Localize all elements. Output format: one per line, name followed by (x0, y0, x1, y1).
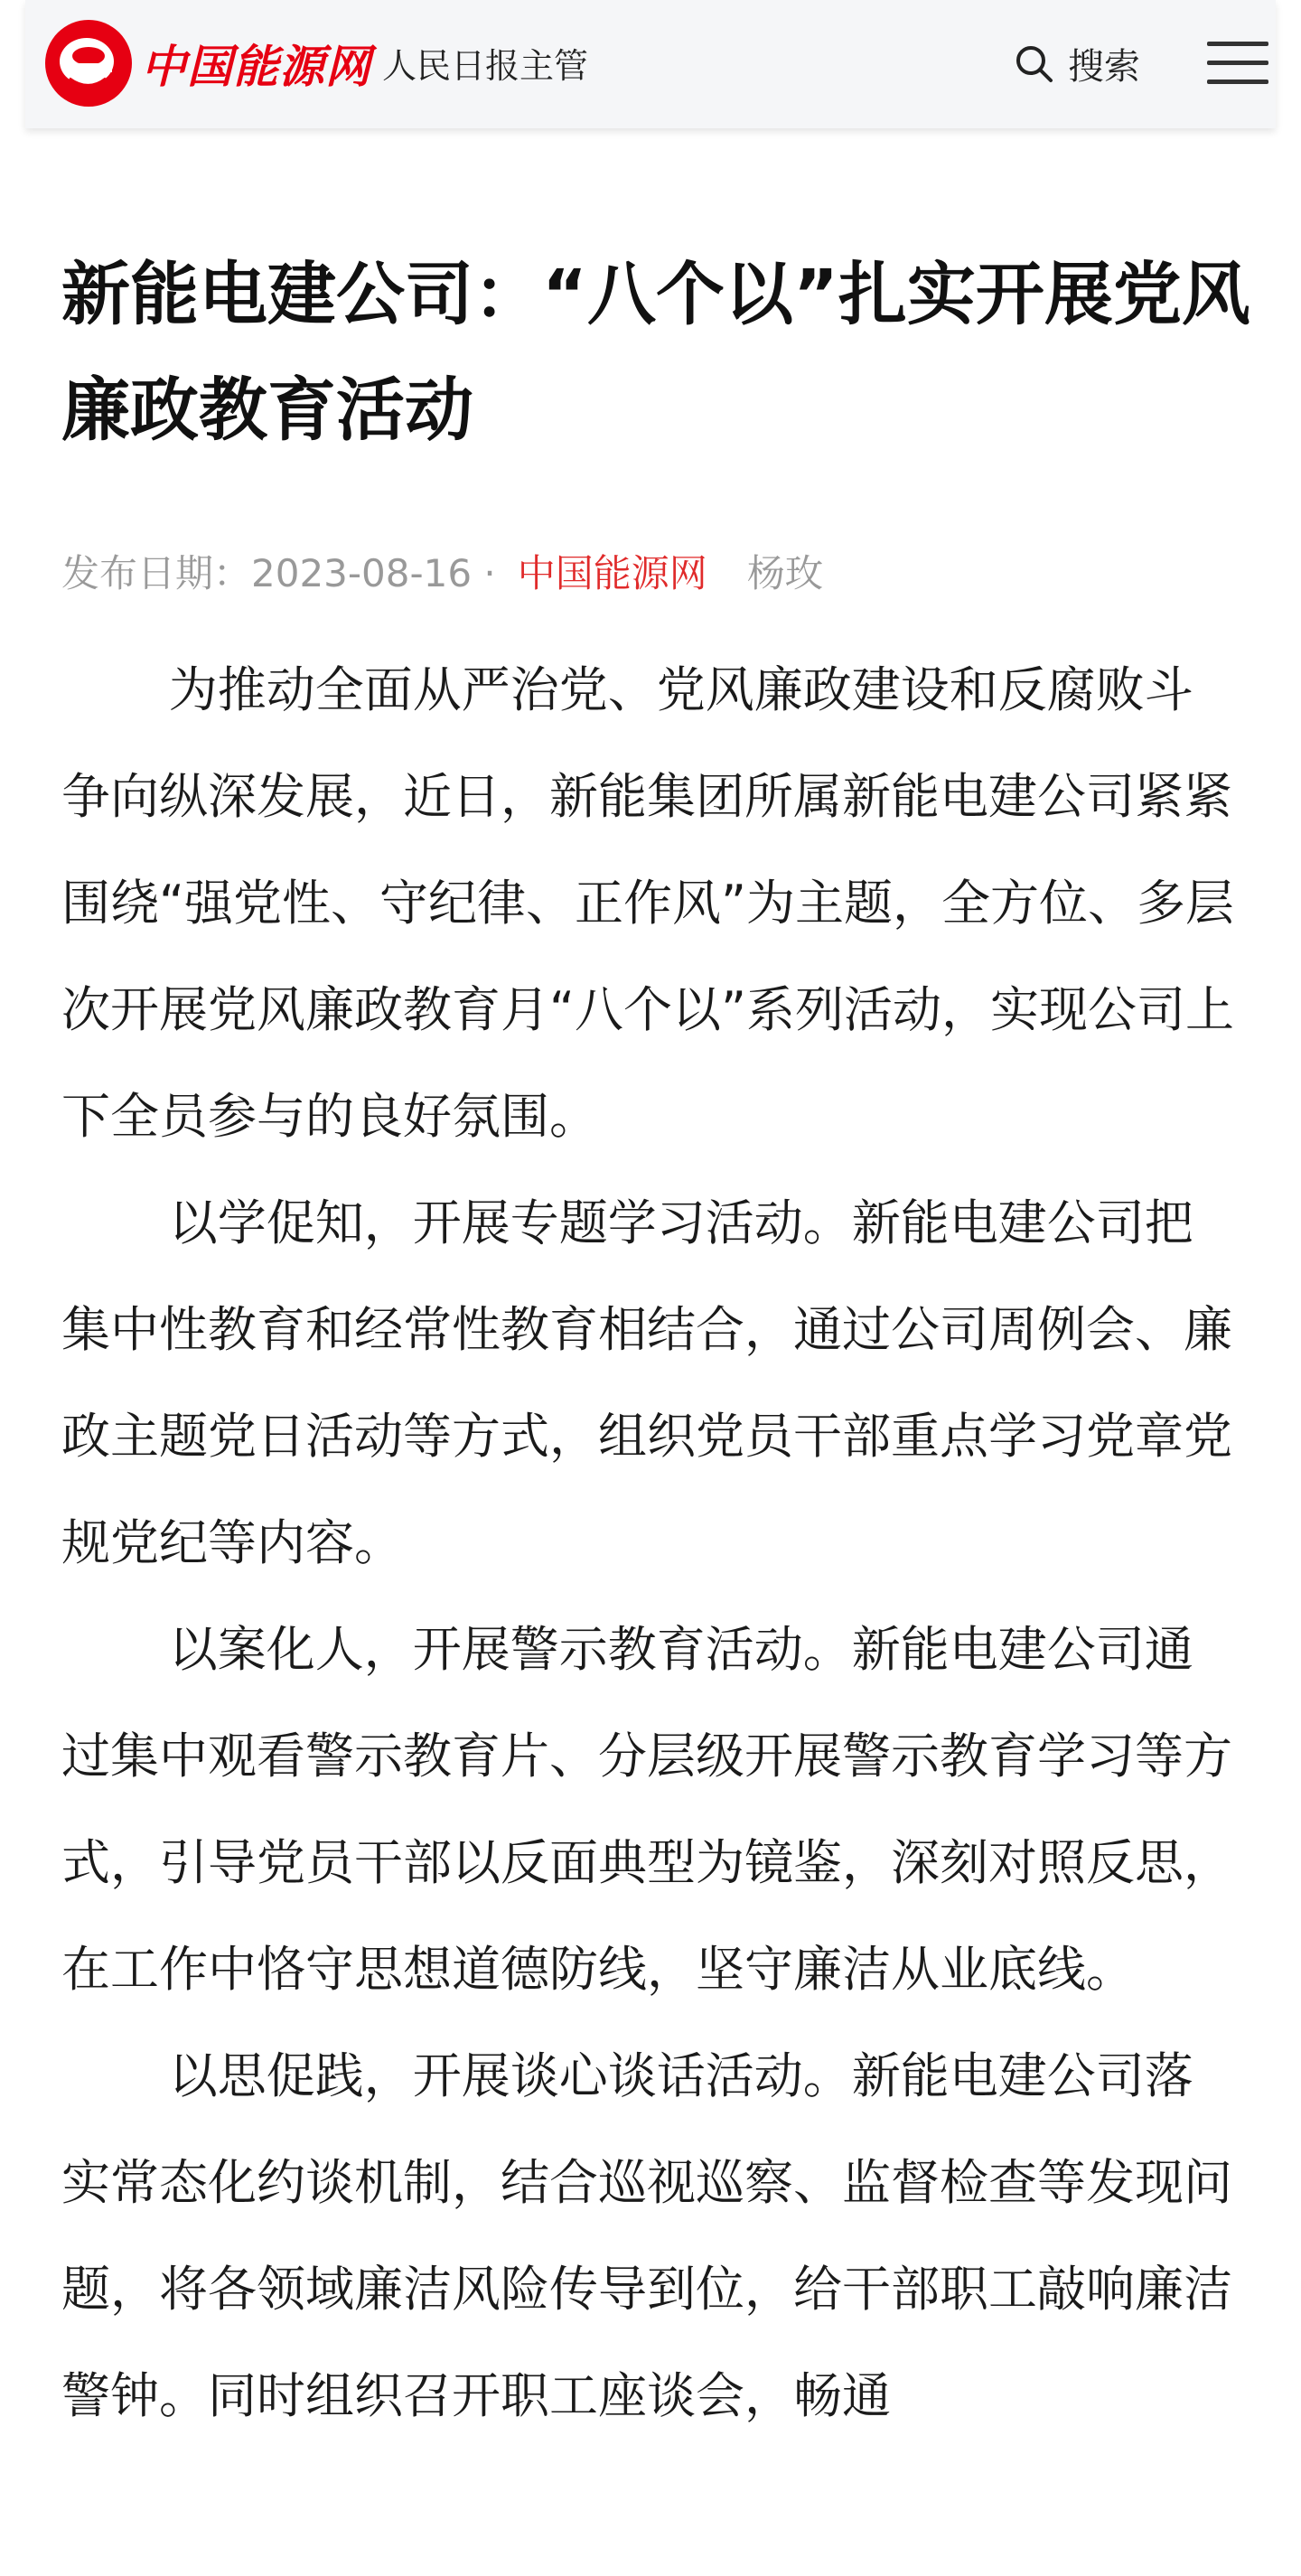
hamburger-menu-icon (1207, 38, 1268, 89)
menu-button[interactable] (1207, 38, 1268, 89)
article-body (61, 637, 1240, 2450)
logo-e-icon (42, 16, 136, 110)
search-label: 搜索 (1068, 45, 1140, 88)
article-title: 新能电建公司：“八个以”扎实开展党风廉政教育活动 (61, 254, 1250, 450)
article-paragraph: 为推动全面从严治党、党风廉政建设和反腐败斗争向纵深发展，近日，新能集团所属新能电建公司紧紧围绕“强党性、守纪律、正作风”为主题，全方位、多层次开展党风廉政教育月“八个以”系列活动，实现公司上下全员参与的良好氛围。 (61, 661, 1234, 1145)
author-name: 杨玫 (746, 551, 823, 595)
source-link[interactable]: 中国能源网 (517, 551, 707, 595)
article-paragraph: 以思促践，开展谈心谈话活动。新能电建公司落实常态化约谈机制，结合巡视巡察、监督检查等发现问题，将各领域廉洁风险传导到位，给干部职工敲响廉洁警钟。同时组织召开职工座谈会，畅通 (61, 2047, 1232, 2424)
publish-date: 发布日期：2023-08-16 · (61, 551, 496, 595)
site-logo[interactable] (42, 16, 371, 110)
article-paragraph: 以学促知，开展专题学习活动。新能电建公司把集中性教育和经常性教育相结合，通过公司周例会、廉政主题党日活动等方式，组织党员干部重点学习党章党规党纪等内容。 (61, 1194, 1232, 1571)
article-paragraph: 以案化人，开展警示教育活动。新能电建公司通过集中观看警示教育片、分层级开展警示教育学习等方式，引导党员干部以反面典型为镜鉴，深刻对照反思，在工作中恪守思想道德防线，坚守廉洁从业底线。 (61, 1621, 1232, 1998)
article-meta (61, 544, 823, 604)
logo-subtitle: 人民日报主管 (382, 46, 589, 86)
site-header (25, 0, 1276, 128)
logo-text: 中国能源网 (141, 40, 371, 93)
search-icon (1012, 42, 1055, 85)
search-button[interactable] (1012, 38, 1140, 89)
